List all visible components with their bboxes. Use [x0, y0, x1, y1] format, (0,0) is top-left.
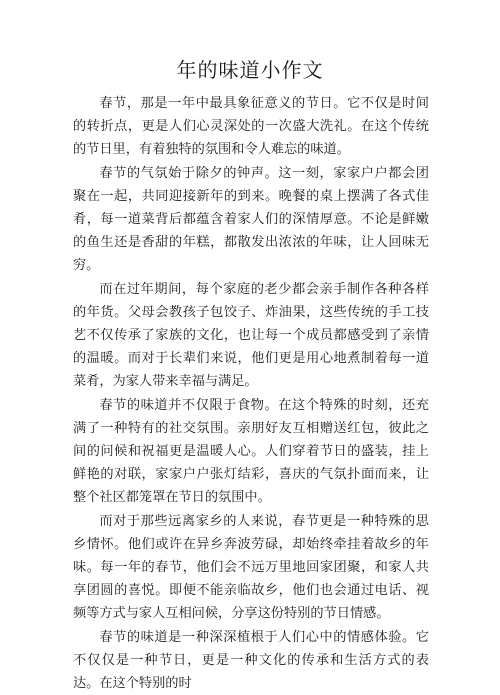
paragraph-3: 而在过年期间，每个家庭的老少都会亲手制作各种各样的年货。父母会教孩子包饺子、炸油果，这些传统的手工技艺不仅传承了家族的文化，也让每一个成员都感受到了亲情的温暖。而对于长辈们来说，他们更是用心地煮制着每一道菜肴，为家人带来幸福与满足。	[73, 281, 429, 390]
paragraph-6: 春节的味道是一种深深植根于人们心中的情感体验。它不仅仅是一种节日，更是一种文化的传承和生活方式的表达。在这个特别的时	[73, 629, 429, 692]
paragraph-1: 春节，那是一年中最具象征意义的节日。它不仅是时间的转折点，更是人们心灵深处的一次盛大洗礼。在这个传统的节日里，有着独特的氛围和令人难忘的味道。	[73, 96, 429, 158]
document-body	[73, 92, 429, 695]
paragraph-4: 春节的味道并不仅限于食物。在这个特殊的时刻，还充满了一种特有的社交氛围。亲朋好友互相赠送红包，彼此之间的问候和祝福更是温暖人心。人们穿着节日的盛装，挂上鲜艳的对联，家家户户张灯结彩，喜庆的气氛扑面而来，让整个社区都笼罩在节日的氛围中。	[73, 397, 429, 506]
paragraph-2: 春节的气氛始于除夕的钟声。这一刻，家家户户都会团聚在一起，共同迎接新年的到来。晚餐的桌上摆满了各式佳肴，每一道菜背后都蕴含着家人们的深情厚意。不论是鲜嫩的鱼生还是香甜的年糕，都散发出浓浓的年味，让人回味无穷。	[73, 165, 429, 274]
document-title: 年的味道小作文	[176, 58, 324, 82]
paragraph-5: 而对于那些远离家乡的人来说，春节更是一种特殊的思乡情怀。他们或许在异乡奔波劳碌，却始终牵挂着故乡的年味。每一年的春节，他们会不远万里地回家团聚，和家人共享团圆的喜悦。即便不能亲临故乡，他们也会通过电话、视频等方式与家人互相问候，分享这份特别的节日情感。	[73, 513, 429, 622]
